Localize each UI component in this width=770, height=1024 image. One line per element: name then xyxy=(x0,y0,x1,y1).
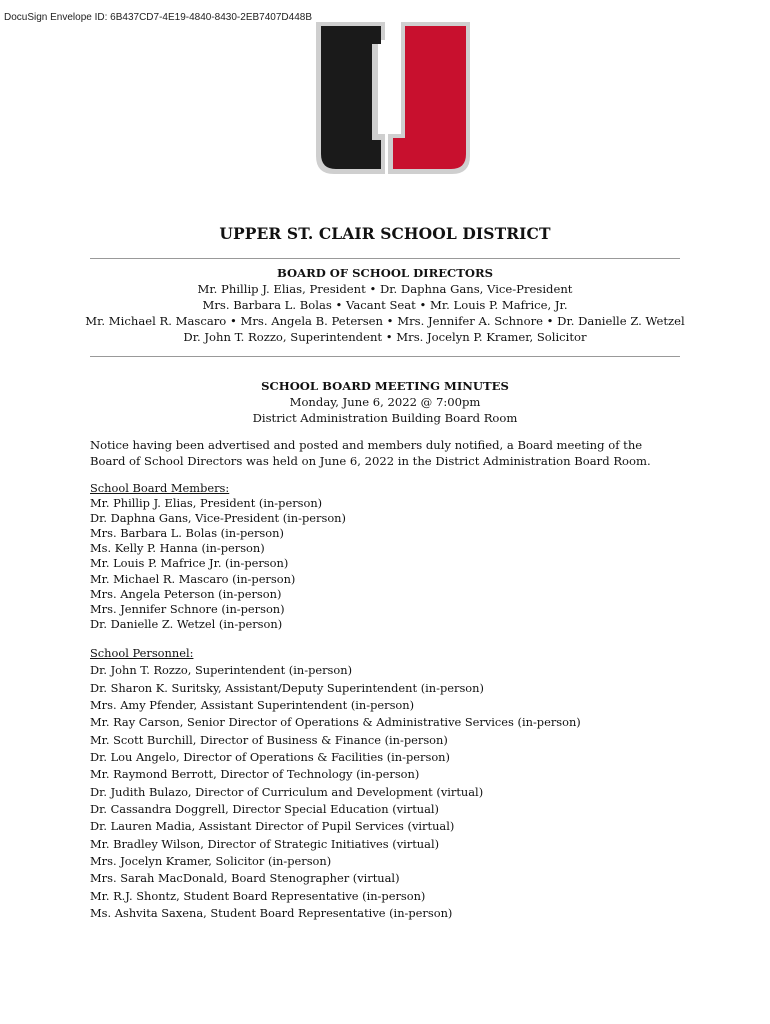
docusign-envelope-id: DocuSign Envelope ID: 6B437CD7-4E19-4840-8430-2EB7407D448B xyxy=(4,12,312,23)
school-personnel-item: Mrs. Amy Pfender, Assistant Superintendent (in-person) xyxy=(90,698,415,713)
school-personnel-heading: School Personnel: xyxy=(90,646,194,660)
school-personnel-item: Mr. R.J. Shontz, Student Board Representative (in-person) xyxy=(90,888,426,903)
district-title: UPPER ST. CLAIR SCHOOL DISTRICT xyxy=(219,224,551,243)
meeting-heading: SCHOOL BOARD MEETING MINUTES xyxy=(261,379,509,393)
school-personnel-item: Dr. Lauren Madia, Assistant Director of Pupil Services (virtual) xyxy=(90,819,455,834)
meeting-location: District Administration Building Board Room xyxy=(252,411,518,425)
school-personnel-item: Dr. John T. Rozzo, Superintendent (in-person) xyxy=(90,663,353,678)
school-personnel-list xyxy=(90,662,581,922)
board-heading: BOARD OF SCHOOL DIRECTORS xyxy=(276,266,494,280)
board-of-directors xyxy=(0,265,770,345)
district-logo xyxy=(308,22,478,174)
board-directors-line: Dr. John T. Rozzo, Superintendent • Mrs. Jocelyn P. Kramer, Solicitor xyxy=(183,330,587,344)
board-member-item: Mrs. Angela Peterson (in-person) xyxy=(90,586,282,601)
school-personnel-item: Dr. Judith Bulazo, Director of Curriculum and Development (virtual) xyxy=(90,784,484,799)
school-personnel-section xyxy=(90,645,581,923)
school-personnel-item: Dr. Lou Angelo, Director of Operations & Facilities (in-person) xyxy=(90,750,450,765)
logo-left-stroke xyxy=(321,26,381,169)
school-personnel-item: Dr. Sharon K. Suritsky, Assistant/Deputy Superintendent (in-person) xyxy=(90,680,484,695)
school-personnel-item: Mrs. Sarah MacDonald, Board Stenographer (virtual) xyxy=(90,871,400,886)
board-member-item: Ms. Kelly P. Hanna (in-person) xyxy=(90,541,265,556)
school-personnel-item: Ms. Ashvita Saxena, Student Board Representative (in-person) xyxy=(90,906,453,921)
board-member-item: Mrs. Barbara L. Bolas (in-person) xyxy=(90,526,284,541)
board-directors-line: Mr. Phillip J. Elias, President • Dr. Daphna Gans, Vice-President xyxy=(197,282,573,296)
divider-top xyxy=(90,258,680,259)
board-member-item: Mrs. Jennifer Schnore (in-person) xyxy=(90,601,285,616)
meeting-header xyxy=(0,378,770,426)
board-member-item: Dr. Daphna Gans, Vice-President (in-person) xyxy=(90,511,346,526)
board-member-item: Mr. Phillip J. Elias, President (in-person) xyxy=(90,496,323,511)
board-directors-line: Mrs. Barbara L. Bolas • Vacant Seat • Mr. Louis P. Mafrice, Jr. xyxy=(202,298,568,312)
school-personnel-item: Mrs. Jocelyn Kramer, Solicitor (in-person) xyxy=(90,854,332,869)
board-members-heading: School Board Members: xyxy=(90,481,230,495)
board-directors-line: Mr. Michael R. Mascaro • Mrs. Angela B. Petersen • Mrs. Jennifer A. Schnore • Dr. Danielle Z. Wetzel xyxy=(85,314,685,328)
school-personnel-item: Mr. Scott Burchill, Director of Business & Finance (in-person) xyxy=(90,732,448,747)
board-members-section xyxy=(90,481,346,632)
divider-bottom xyxy=(90,356,680,357)
school-personnel-item: Mr. Ray Carson, Senior Director of Operations & Administrative Services (in-person) xyxy=(90,715,581,730)
board-members-list xyxy=(90,496,346,632)
board-member-item: Mr. Louis P. Mafrice Jr. (in-person) xyxy=(90,556,289,571)
board-member-item: Dr. Danielle Z. Wetzel (in-person) xyxy=(90,616,283,631)
school-personnel-item: Mr. Raymond Berrott, Director of Technology (in-person) xyxy=(90,767,420,782)
meeting-date: Monday, June 6, 2022 @ 7:00pm xyxy=(289,395,481,409)
board-directors-list xyxy=(0,281,770,345)
board-member-item: Mr. Michael R. Mascaro (in-person) xyxy=(90,571,296,586)
notice-paragraph: Notice having been advertised and posted and members duly notified, a Board meeting of the Board of School Directors was held on June 6, 2022 in the District Administration Board Room. xyxy=(90,438,651,468)
school-personnel-item: Dr. Cassandra Doggrell, Director Special Education (virtual) xyxy=(90,802,439,817)
school-personnel-item: Mr. Bradley Wilson, Director of Strategic Initiatives (virtual) xyxy=(90,836,440,851)
